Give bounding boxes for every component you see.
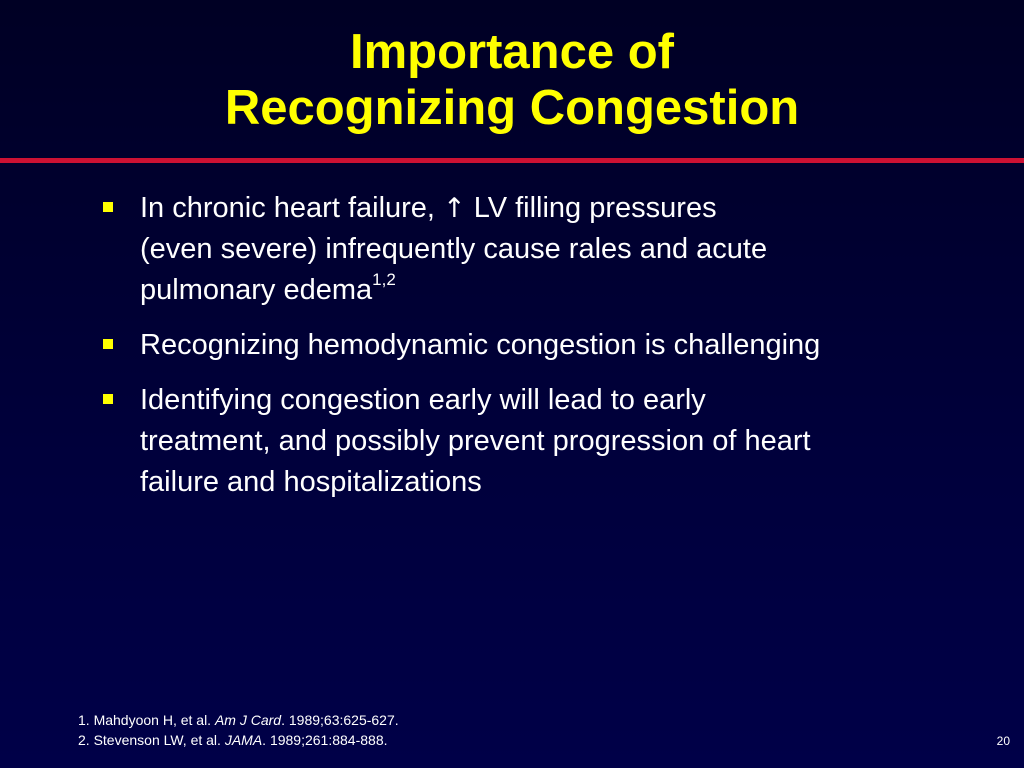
bullet-item	[100, 380, 980, 503]
bullet-text: Recognizing hemodynamic congestion is challenging	[140, 329, 821, 361]
reference-item	[78, 730, 399, 750]
reference-journal: Am J Card	[214, 712, 282, 728]
bullet-text: failure and hospitalizations	[140, 466, 482, 498]
title-line-1: Importance of	[350, 25, 674, 79]
slide-title	[0, 24, 1024, 136]
bullet-marker-icon	[103, 202, 113, 212]
reference-journal: JAMA	[224, 732, 263, 748]
reference-item	[78, 710, 399, 730]
bullet-marker-icon	[103, 394, 113, 404]
title-divider	[0, 158, 1024, 163]
bullet-text: In chronic heart failure,	[140, 192, 444, 224]
reference-authors: 2. Stevenson LW, et al.	[78, 732, 225, 748]
reference-citation: . 1989;63:625-627.	[281, 712, 399, 728]
up-arrow-icon: ↑	[443, 193, 466, 224]
bullet-list	[100, 188, 980, 517]
bullet-marker-icon	[103, 339, 113, 349]
bullet-text: treatment, and possibly prevent progression of heart	[140, 425, 811, 457]
bullet-item	[100, 325, 980, 366]
reference-citation: . 1989;261:884-888.	[262, 732, 388, 748]
reference-authors: 1. Mahdyoon H, et al.	[78, 712, 215, 728]
bullet-text: pulmonary edema	[140, 274, 373, 306]
title-line-2: Recognizing Congestion	[224, 81, 800, 135]
bullet-item	[100, 188, 980, 311]
bullet-text: LV filling pressures	[465, 192, 717, 224]
bullet-text: (even severe) infrequently cause rales and acute	[140, 233, 768, 265]
page-number: 20	[996, 734, 1010, 748]
bullet-text: Identifying congestion early will lead to early	[140, 384, 706, 416]
citation-superscript: 1,2	[372, 270, 396, 290]
references	[78, 710, 399, 750]
